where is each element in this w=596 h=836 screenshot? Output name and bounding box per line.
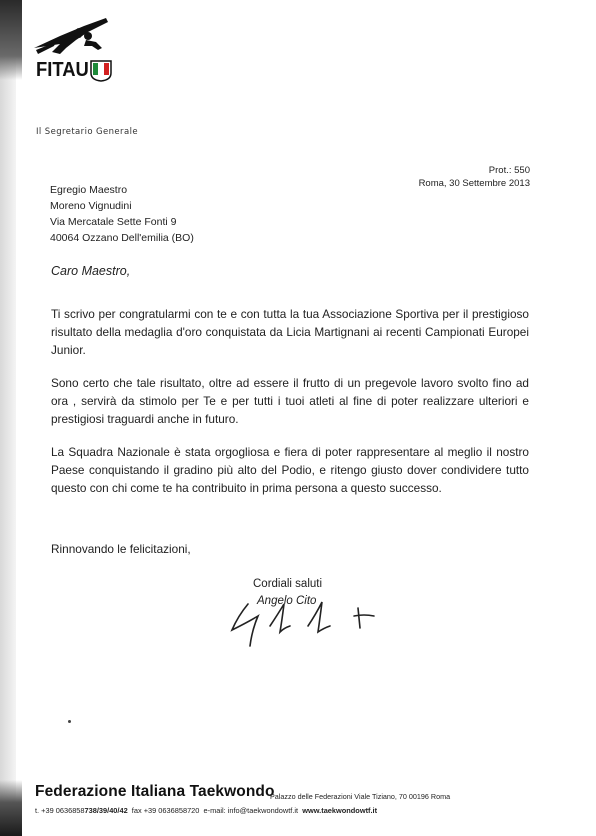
recipient-address (50, 182, 194, 246)
recipient-title: Egregio Maestro (50, 184, 128, 196)
footer-address: Palazzo delle Federazioni Viale Tiziano, 70 00196 Roma (270, 792, 451, 801)
regards-line: Cordiali saluti (253, 578, 323, 590)
taekwondo-kicker-icon (30, 14, 116, 60)
footer-contacts (35, 806, 377, 815)
salutation: Caro Maestro, (51, 264, 131, 278)
logo-wordmark: FITAU (36, 58, 89, 81)
footer-organization: Federazione Italiana Taekwondo (35, 783, 275, 800)
scan-edge (0, 0, 16, 836)
closing-line: Rinnovando le felicitazioni, (51, 542, 191, 556)
footer-website: www.taekwondowtf.it (302, 806, 378, 815)
footer-phone-prefix: t. +39 0636858 (35, 806, 85, 815)
footer-fax-email: fax +39 0636858720 e-mail: info@taekwondowtf.it (127, 806, 303, 815)
secretary-general-label: Il Segretario Generale (36, 127, 138, 137)
signer-name: Angelo Cito (257, 595, 317, 607)
scan-shadow-top (0, 0, 22, 80)
recipient-street: Via Mercatale Sette Fonti 9 (50, 216, 177, 228)
paragraph-encouragement: Sono certo che tale risultato, oltre ad essere il frutto di un pregevole lavoro svolto fino ad ora , servirà da stimolo per Te e per tutti i tuoi atleti al fine di poter realizzare ulteriori e prestigiosi traguardi anche in futuro. (51, 376, 529, 426)
italian-flag-shield-icon (90, 60, 112, 82)
scan-shadow-bottom (0, 780, 22, 836)
recipient-name: Moreno Vignudini (50, 200, 132, 212)
protocol-number: Prot.: 550 (488, 165, 530, 176)
scan-speck (68, 720, 71, 723)
handwritten-signature (218, 586, 388, 656)
paragraph-national-team: La Squadra Nazionale è stata orgogliosa e fiera di poter rappresentare al meglio il nostro Paese conquistando il gradino più alto del Podio, e ritengo giusto dover condividere tutto questo con chi come te ha contribuito in prima persona a questo successo. (51, 445, 529, 495)
protocol-block (419, 164, 530, 190)
recipient-city: 40064 Ozzano Dell'emilia (BO) (50, 232, 194, 244)
footer-phone-extensions: 738/39/40/42 (84, 806, 128, 815)
paragraph-congratulations: Ti scrivo per congratularmi con te e con tutta la tua Associazione Sportiva per il prestigioso risultato della medaglia d'oro conquistata da Licia Martignani ai recenti Campionati Europei Junior. (51, 307, 529, 357)
fita-logo (30, 14, 116, 86)
place-date: Roma, 30 Settembre 2013 (418, 178, 530, 189)
